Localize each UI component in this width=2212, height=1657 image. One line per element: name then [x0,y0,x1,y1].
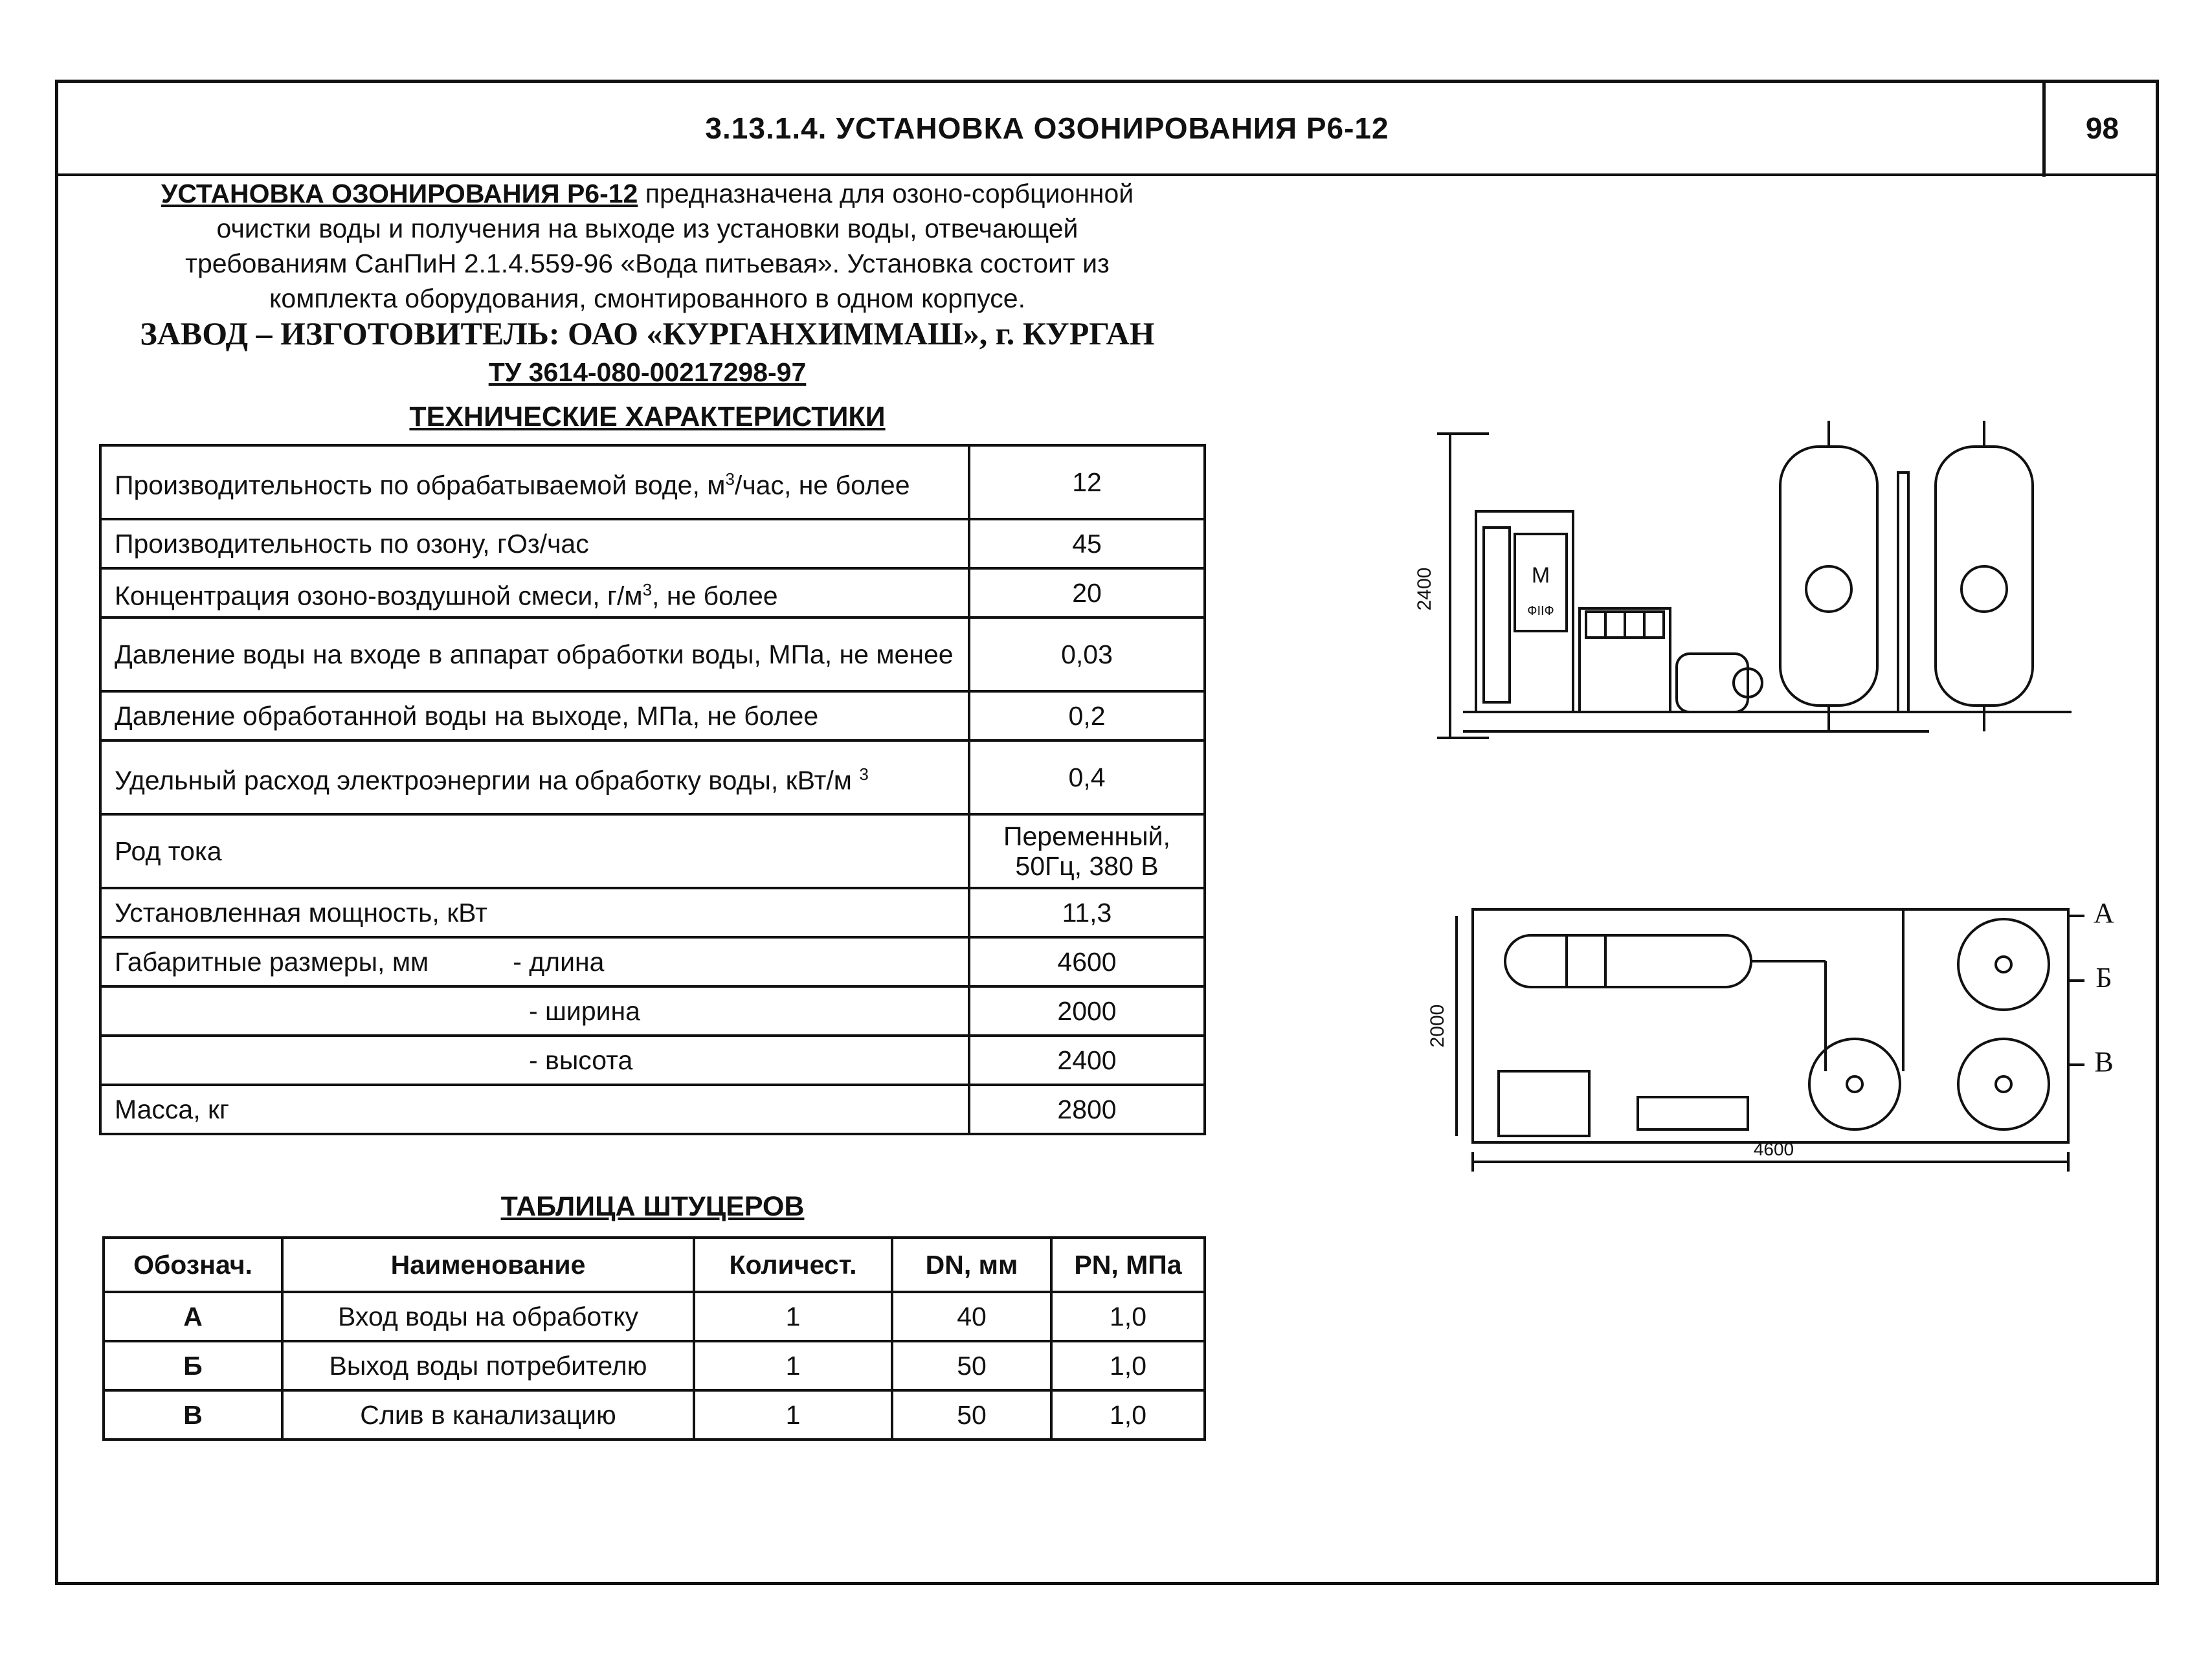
intro-lead: УСТАНОВКА ОЗОНИРОВАНИЯ Р6-12 [161,179,638,208]
spec-label-text: /час, не более [734,470,910,500]
intro-text: требованиям СанПиН 2.1.4.559-96 «Вода питьевая». Установка состоит из [185,249,1110,278]
spec-label: Давление обработанной воды на выходе, МПа, не более [100,691,969,740]
table-cell: В [104,1390,282,1440]
table-cell: 1 [694,1390,892,1440]
tank-plan [1958,919,2049,1010]
specs-title: ТЕХНИЧЕСКИЕ ХАРАКТЕРИСТИКИ [409,401,886,432]
table-row [100,1036,1205,1085]
table-row [100,691,1205,740]
tank-right [1936,447,2033,706]
spec-label: Род тока [100,814,969,888]
table-cell: 50 [892,1341,1051,1390]
table-cell: 50 [892,1390,1051,1440]
height-dimension-label: 2400 [1414,567,1435,611]
table-row [100,740,1205,814]
tank-hatch [1961,566,2007,612]
table-row [100,986,1205,1036]
spec-value: 0,2 [969,691,1205,740]
table-cell: 1,0 [1051,1292,1205,1341]
spec-label-text: Концентрация озоно-воздушной смеси, г/м [115,581,643,611]
spec-sup: 3 [642,580,653,600]
pump [1677,654,1748,712]
spec-value: 20 [969,568,1205,617]
fittings-title: ТАБЛИЦА ШТУЦЕРОВ [500,1191,805,1222]
spec-label [100,740,969,814]
column-header: Наименование [282,1238,694,1292]
table-cell: Вход воды на обработку [282,1292,694,1341]
spec-sup: 3 [859,764,869,784]
spec-value: 2400 [969,1036,1205,1085]
page-number: 98 [2085,111,2119,145]
tank-plan [1809,1039,1900,1129]
intro-paragraph [78,176,1217,316]
plan-view-drawing [1427,877,2123,1188]
spec-label [100,445,969,519]
port-v-label: В [2094,1046,2114,1078]
column-header: DN, мм [892,1238,1051,1292]
intro-text: предназначена для озоно-сорбционной [638,179,1134,208]
tu-number: ТУ 3614-080-00217298-97 [488,357,807,387]
spec-value: 0,03 [969,617,1205,691]
spec-value: 45 [969,519,1205,568]
spec-label: Масса, кг [100,1085,969,1134]
panel-mark: М [1531,563,1550,588]
tank-hatch [1806,566,1851,612]
spec-sup: 3 [725,469,735,489]
spec-sublabel: - длина [513,947,605,977]
spec-sublabel: - ширина [100,986,969,1036]
column-header: Обознач. [104,1238,282,1292]
page-title: 3.13.1.4. УСТАНОВКА ОЗОНИРОВАНИЯ Р6-12 [705,111,1389,145]
front-view-drawing [1411,414,2084,751]
table-cell: 1 [694,1341,892,1390]
panel-buttons: ФІІФ [1527,604,1554,618]
spec-label [100,568,969,617]
specs-table [99,444,1206,1135]
table-row [100,888,1205,937]
spec-label-text: , не более [652,581,778,611]
table-cell: 1,0 [1051,1390,1205,1440]
table-cell: Б [104,1341,282,1390]
spec-value [969,814,1205,888]
spec-label-text: Удельный расход электроэнергии на обработку воды, кВт/м [115,765,860,795]
fittings-table [102,1236,1206,1441]
manufacturer: ЗАВОД – ИЗГОТОВИТЕЛЬ: ОАО «КУРГАНХИММАШ», г. КУРГАН [140,315,1155,351]
table-cell: 40 [892,1292,1051,1341]
spec-label: Производительность по озону, гОз/час [100,519,969,568]
control-cabinet [1499,1071,1589,1136]
spec-sublabel: - высота [100,1036,969,1085]
spec-value: 11,3 [969,888,1205,937]
spec-value: 12 [969,445,1205,519]
horizontal-vessel [1505,935,1751,987]
control-panel [1476,511,1573,712]
table-row [100,1085,1205,1134]
spec-value-line: 50Гц, 380 В [1015,851,1159,881]
table-row [104,1390,1205,1440]
port-b-label: Б [2095,962,2112,994]
spec-label-text: Производительность по обрабатываемой воде, м [115,470,726,500]
spec-value-line: Переменный, [1003,821,1170,851]
table-row [104,1341,1205,1390]
column-header: Количест. [694,1238,892,1292]
spec-label: Давление воды на входе в аппарат обработки воды, МПа, не менее [100,617,969,691]
spec-value: 2000 [969,986,1205,1036]
table-row [100,617,1205,691]
spec-value: 4600 [969,937,1205,986]
spec-label [100,937,969,986]
table-row [104,1292,1205,1341]
table-cell: 1 [694,1292,892,1341]
table-header-row [104,1238,1205,1292]
table-row [100,937,1205,986]
table-row [100,568,1205,617]
table-cell: 1,0 [1051,1341,1205,1390]
control-panel-door [1484,528,1510,702]
page-header [55,80,2159,177]
table-row [100,814,1205,888]
table-row [100,445,1205,519]
port-a-label: А [2094,897,2114,929]
plan-frame [1473,909,2068,1142]
spec-value: 2800 [969,1085,1205,1134]
width-dimension-label: 2000 [1427,1004,1448,1048]
spec-value: 0,4 [969,740,1205,814]
table-row [100,519,1205,568]
column-pipe [1898,473,1908,712]
spec-label-text: Габаритные размеры, мм [115,947,429,977]
table-cell: Выход воды потребителю [282,1341,694,1390]
tank-left [1780,447,1877,706]
length-dimension-label: 4600 [1753,1139,1794,1159]
table-cell: А [104,1292,282,1341]
column-header: PN, МПа [1051,1238,1205,1292]
tank-plan [1958,1039,2049,1129]
ozonator-block [1638,1097,1748,1129]
intro-text: очистки воды и получения на выходе из установки воды, отвечающей [216,214,1078,243]
spec-label: Установленная мощность, кВт [100,888,969,937]
table-cell: Слив в канализацию [282,1390,694,1440]
intro-text: комплекта оборудования, смонтированного в одном корпусе. [269,284,1025,313]
